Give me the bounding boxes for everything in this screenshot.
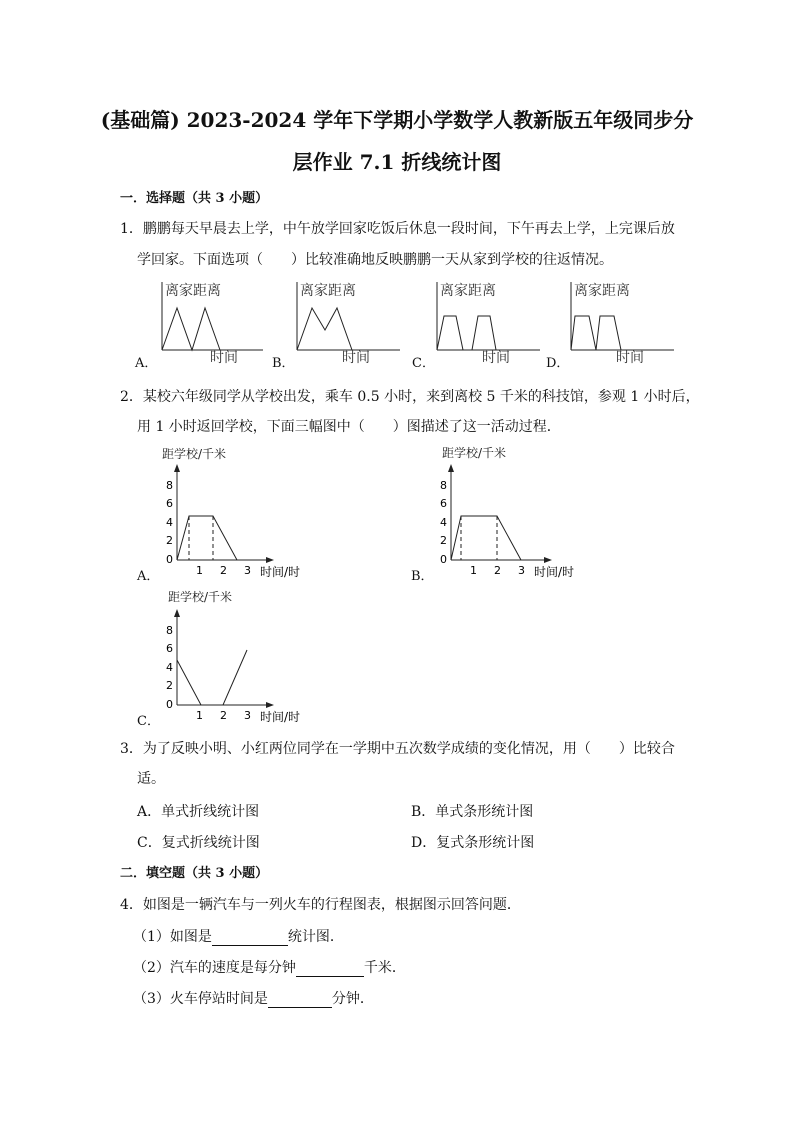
question-4-sub-1 — [133, 926, 344, 946]
option-b-label[interactable]: B． — [272, 356, 295, 371]
option-3d[interactable]: D．复式条形统计图 — [411, 835, 535, 851]
option-3a[interactable]: A．单式折线统计图 — [137, 804, 260, 820]
option-2c-ytick-0: 0 — [166, 698, 173, 711]
option-2a-ytick-4: 4 — [166, 516, 173, 529]
option-2a-xtick-2: 2 — [220, 564, 227, 577]
option-a-ylabel: 离家距离 — [165, 283, 221, 299]
option-2c-xtick-3: 3 — [244, 709, 251, 722]
option-c-graph — [432, 280, 547, 370]
option-c-label[interactable]: C． — [412, 356, 435, 371]
question-2-line-2: 用 1 小时返回学校，下面三幅图中（ ）图描述了这一活动过程． — [137, 419, 561, 435]
option-2b-xlabel: 时间/时 — [534, 565, 575, 579]
option-2b-label[interactable]: B． — [411, 569, 434, 584]
option-2a-xtick-3: 3 — [244, 564, 251, 577]
option-2c-ytick-6: 6 — [166, 642, 173, 655]
page-title-line-2: 层作业 7.1 折线统计图 — [292, 150, 502, 174]
option-d-xlabel: 时间 — [616, 350, 644, 366]
option-c-xlabel: 时间 — [482, 350, 510, 366]
option-d-ylabel: 离家距离 — [574, 283, 630, 299]
question-1-line-1: 1．鹏鹏每天早晨去上学，中午放学回家吃饭后休息一段时间，下午再去上学，上完课后放 — [120, 221, 675, 237]
option-2c-xlabel: 时间/时 — [260, 710, 301, 724]
option-2a-ytick-8: 8 — [166, 479, 173, 492]
option-b-ylabel: 离家距离 — [300, 283, 356, 299]
q4-sub2-prefix: （2）汽车的速度是每分钟 — [133, 960, 296, 976]
page-title-line-1: (基础篇) 2023-2024 学年下学期小学数学人教新版五年级同步分 — [100, 108, 694, 132]
option-2a-xlabel: 时间/时 — [260, 565, 301, 579]
option-2c-ytick-4: 4 — [166, 661, 173, 674]
option-2a-graph — [150, 440, 320, 585]
option-2b-xtick-1: 1 — [470, 564, 477, 577]
option-2c-label[interactable]: C． — [137, 714, 160, 729]
question-4-sub-3 — [133, 988, 374, 1008]
q4-sub2-blank[interactable] — [296, 962, 364, 977]
option-2b-ytick-2: 2 — [440, 534, 447, 547]
section-heading-choice: 一．选择题（共 3 小题） — [120, 191, 269, 206]
question-4-sub-2 — [133, 957, 406, 977]
option-a-label[interactable]: A． — [135, 356, 158, 371]
option-2c-ylabel: 距学校/千米 — [168, 590, 233, 604]
option-c-ylabel: 离家距离 — [440, 283, 496, 299]
section-heading-fill: 二．填空题（共 3 小题） — [120, 866, 269, 881]
question-1-options — [135, 280, 675, 370]
option-2b-ylabel: 距学校/千米 — [442, 446, 507, 460]
q4-sub1-blank[interactable] — [212, 931, 288, 946]
question-4-line-1: 4．如图是一辆汽车与一列火车的行程图表，根据图示回答问题． — [120, 897, 521, 913]
option-b-xlabel: 时间 — [342, 350, 370, 366]
option-2b-graph — [424, 440, 594, 585]
question-3-line-1: 3．为了反映小明、小红两位同学在一学期中五次数学成绩的变化情况，用（ ）比较合 — [120, 741, 675, 757]
question-3-line-2: 适。 — [137, 771, 165, 787]
q4-sub1-suffix: 统计图． — [287, 929, 344, 945]
question-2-line-1: 2．某校六年级同学从学校出发，乘车 0.5 小时，来到离校 5 千米的科技馆，参观 1 小时后， — [120, 389, 700, 405]
option-2c-xtick-2: 2 — [220, 709, 227, 722]
option-2b-xtick-2: 2 — [494, 564, 501, 577]
option-a-xlabel: 时间 — [210, 350, 238, 366]
option-2a-ylabel: 距学校/千米 — [162, 447, 227, 461]
option-2a-xtick-1: 1 — [196, 564, 203, 577]
option-3c[interactable]: C．复式折线统计图 — [137, 835, 260, 851]
option-3b[interactable]: B．单式条形统计图 — [411, 804, 534, 820]
q4-sub3-prefix: （3）火车停站时间是 — [133, 991, 268, 1007]
option-b-graph — [292, 280, 407, 370]
option-2b-ytick-6: 6 — [440, 497, 447, 510]
q4-sub3-blank[interactable] — [268, 993, 332, 1008]
option-2a-ytick-2: 2 — [166, 534, 173, 547]
option-2a-ytick-6: 6 — [166, 497, 173, 510]
q4-sub2-suffix: 千米． — [363, 960, 406, 976]
option-2c-ytick-2: 2 — [166, 679, 173, 692]
option-d-label[interactable]: D． — [546, 356, 570, 371]
question-1-line-2: 学回家。下面选项（ ）比较准确地反映鹏鹏一天从家到学校的往返情况。 — [137, 252, 613, 268]
q4-sub3-suffix: 分钟． — [331, 991, 374, 1007]
option-2c-ytick-8: 8 — [166, 624, 173, 637]
option-2b-ytick-4: 4 — [440, 516, 447, 529]
option-2a-ytick-0: 0 — [166, 553, 173, 566]
option-a-graph — [155, 280, 270, 370]
option-2b-xtick-3: 3 — [518, 564, 525, 577]
q4-sub1-prefix: （1）如图是 — [133, 929, 212, 945]
option-2b-ytick-0: 0 — [440, 553, 447, 566]
option-d-graph — [566, 280, 681, 370]
option-2a-label[interactable]: A． — [137, 569, 160, 584]
option-2b-ytick-8: 8 — [440, 479, 447, 492]
option-2c-xtick-1: 1 — [196, 709, 203, 722]
option-2c-graph — [150, 585, 320, 730]
